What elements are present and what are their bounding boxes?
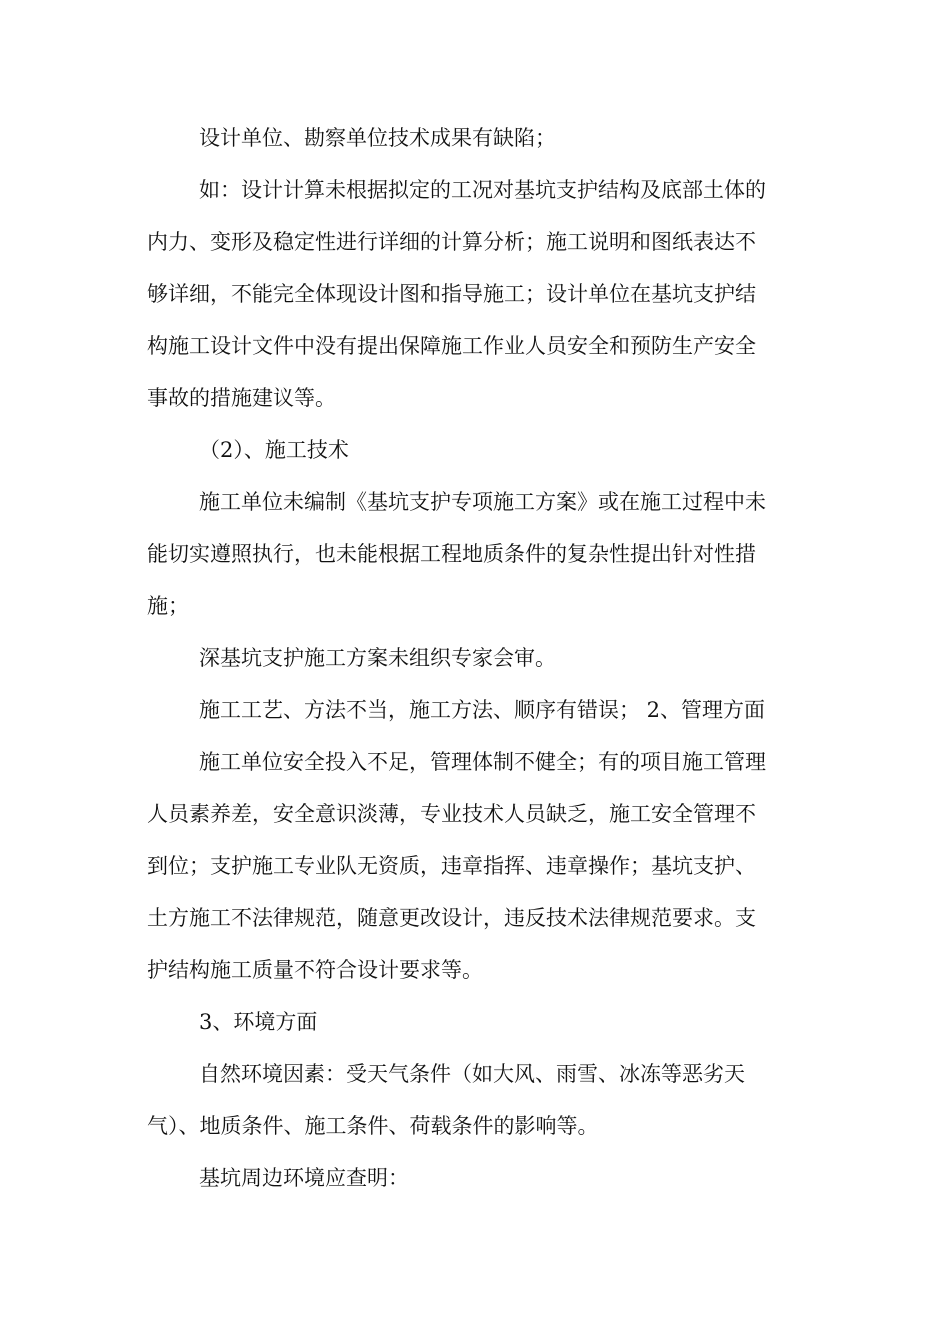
- text-line: 构施工设计文件中没有提出保障施工作业人员安全和预防生产安全: [147, 334, 756, 358]
- text-line: 到位；支护施工专业队无资质，违章指挥、违章操作；基坑支护、: [147, 854, 756, 878]
- text-line: （2）、施工技术: [199, 438, 349, 462]
- text-line: 3、环境方面: [199, 1010, 318, 1034]
- text-line: 内力、变形及稳定性进行详细的计算分析；施工说明和图纸表达不: [147, 230, 756, 254]
- paragraph: [147, 736, 807, 996]
- text-line: 气）、地质条件、施工条件、荷载条件的影响等。: [147, 1114, 599, 1138]
- section-heading: [147, 996, 807, 1048]
- text-line: 人员素养差，安全意识淡薄，专业技术人员缺乏，施工安全管理不: [147, 802, 756, 826]
- text-line: 事故的措施建议等。: [147, 386, 336, 410]
- paragraph: [147, 1152, 807, 1204]
- paragraph: [147, 476, 807, 632]
- paragraph: [147, 164, 807, 424]
- text-line: 施；: [147, 594, 189, 618]
- text-line: 基坑周边环境应查明：: [199, 1166, 409, 1190]
- paragraph: [147, 1048, 807, 1152]
- text-line: 如：设计计算未根据拟定的工况对基坑支护结构及底部土体的: [199, 178, 766, 202]
- text-line: 施工单位未编制《基坑支护专项施工方案》或在施工过程中未: [199, 490, 766, 514]
- text-line: 设计单位、勘察单位技术成果有缺陷；: [199, 126, 556, 150]
- text-line: 深基坑支护施工方案未组织专家会审。: [199, 646, 556, 670]
- text-line: 够详细，不能完全体现设计图和指导施工；设计单位在基坑支护结: [147, 282, 756, 306]
- paragraph: [147, 684, 807, 736]
- text-line: 施工工艺、方法不当，施工方法、顺序有错误； 2、管理方面: [199, 698, 766, 722]
- text-line: 施工单位安全投入不足，管理体制不健全；有的项目施工管理: [199, 750, 766, 774]
- paragraph: [147, 112, 807, 164]
- section-heading: [147, 424, 807, 476]
- paragraph: [147, 632, 807, 684]
- text-line: 土方施工不法律规范，随意更改设计，违反技术法律规范要求。支: [147, 906, 756, 930]
- text-line: 自然环境因素：受天气条件（如大风、雨雪、冰冻等恶劣天: [199, 1062, 745, 1086]
- text-line: 能切实遵照执行，也未能根据工程地质条件的复杂性提出针对性措: [147, 542, 756, 566]
- text-line: 护结构施工质量不符合设计要求等。: [147, 958, 483, 982]
